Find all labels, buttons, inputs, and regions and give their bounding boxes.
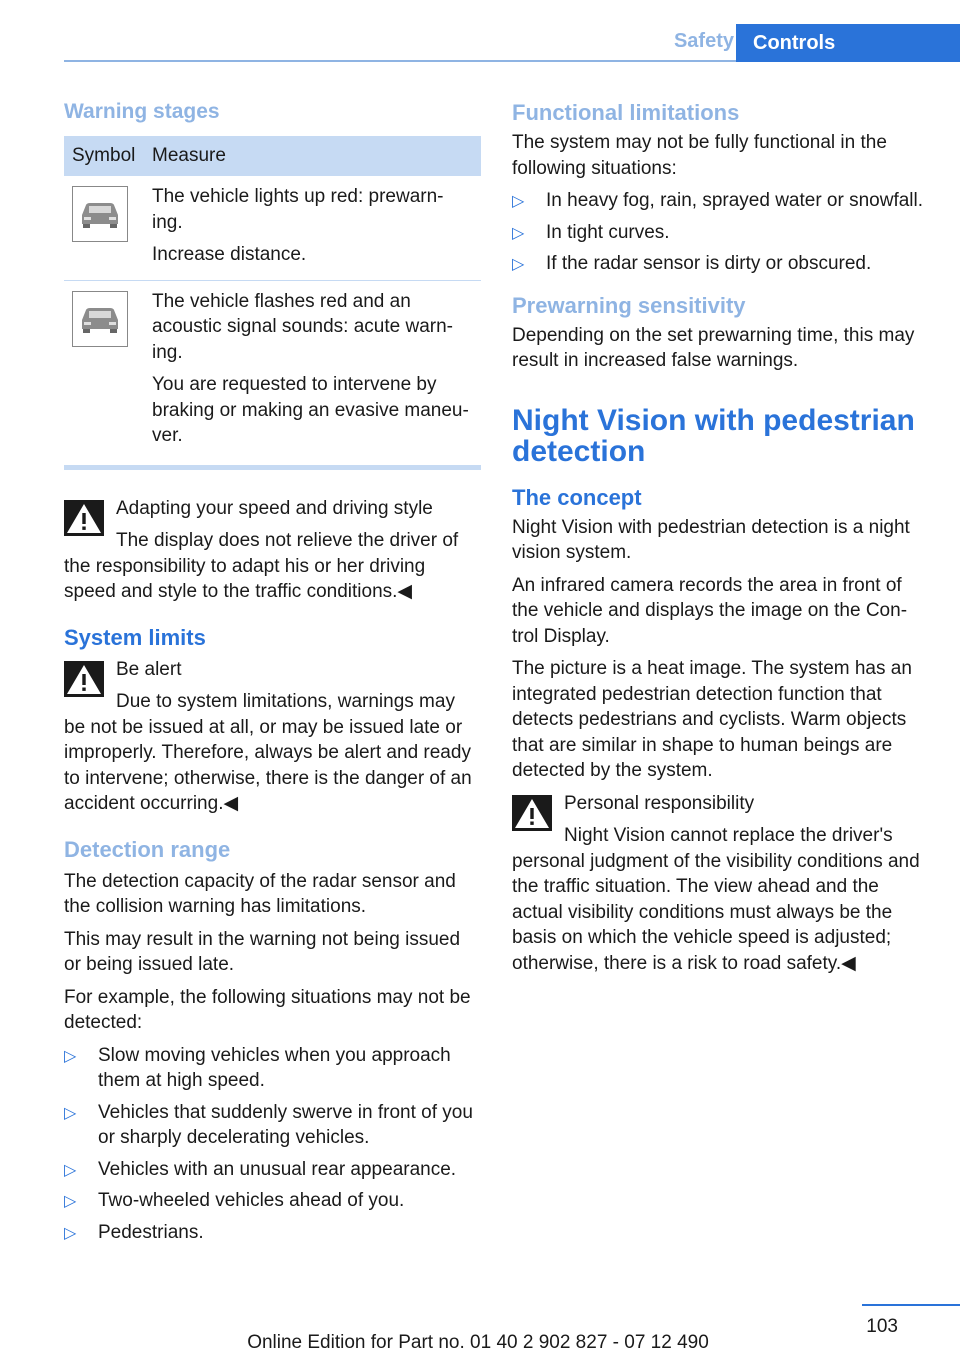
triangle-bullet-icon: ▷ bbox=[512, 256, 525, 273]
header-section: Safety bbox=[673, 30, 734, 52]
triangle-bullet-icon: ▷ bbox=[64, 1193, 77, 1210]
list-item: ▷ In tight curves. bbox=[512, 220, 932, 246]
edition-footer bbox=[0, 1332, 960, 1354]
functional-list bbox=[512, 188, 932, 277]
list-item: ▷ Slow moving vehicles when you approach them at high speed. bbox=[64, 1044, 451, 1091]
warning-triangle-icon bbox=[512, 795, 552, 831]
warning-stages-heading: Warning stages bbox=[64, 100, 220, 123]
prewarning-p: Depending on the set prewarning time, this may result in increased false warnings. bbox=[512, 324, 915, 371]
list-item: ▷ If the radar sensor is dirty or obscured. bbox=[512, 251, 932, 277]
triangle-bullet-icon: ▷ bbox=[64, 1104, 77, 1122]
notice2-body: Due to system limitations, warnings may be not be issued at all, or may be issued late or improperly. Therefore, always be alert and ready to intervene; otherwise, there is the danger of an accident occurring.◀ bbox=[64, 691, 472, 814]
row2-line2: You are requested to intervene by braking or making an evasive maneu-ver. bbox=[152, 374, 469, 446]
table-row bbox=[64, 176, 481, 280]
list-item: ▷ Pedestrians. bbox=[64, 1220, 481, 1246]
concept-p3: The picture is a heat image. The system has an integrated pedestrian detection function that detects pedestrians and cyclists. Warm objects that are similar in shape to human beings are detected by the system. bbox=[512, 658, 912, 781]
car-flashing-icon bbox=[72, 291, 128, 347]
notice-personal-responsibility bbox=[512, 791, 932, 977]
list-item: ▷ Two-wheeled vehicles ahead of you. bbox=[64, 1188, 481, 1214]
notice-be-alert bbox=[64, 657, 481, 817]
detection-p2: This may result in the warning not being issued or being issued late. bbox=[64, 928, 461, 975]
triangle-bullet-icon: ▷ bbox=[64, 1047, 77, 1065]
warning-triangle-icon bbox=[64, 500, 104, 536]
detection-list bbox=[64, 1043, 481, 1246]
list-item: ▷ Vehicles that suddenly swerve in front of you or sharply decelerating vehicles. bbox=[64, 1101, 473, 1148]
triangle-bullet-icon: ▷ bbox=[64, 1224, 77, 1242]
system-limits-heading: System limits bbox=[64, 624, 206, 650]
concept-heading: The concept bbox=[512, 484, 642, 510]
notice2-title: Be alert bbox=[116, 658, 182, 680]
row1-line2: Increase distance. bbox=[152, 244, 307, 265]
row2-line1: The vehicle flashes red and an acoustic signal sounds: acute warn-ing. bbox=[152, 290, 453, 363]
header-chapter-tab: Controls bbox=[736, 24, 960, 62]
notice3-body: Night Vision cannot replace the driver's personal judgment of the visibility conditions and the traffic situation. The view ahead and the actual visibility conditions must always be the basis on which the vehicle speed is adjusted; otherwise, there is a risk to road safety.◀ bbox=[512, 825, 920, 974]
col-symbol-header: Symbol bbox=[64, 136, 144, 176]
concept-p1: Night Vision with pedestrian detection is a night vision system. bbox=[512, 516, 910, 563]
right-column bbox=[512, 100, 932, 990]
table-row bbox=[64, 280, 481, 457]
functional-limitations-heading: Functional limitations bbox=[512, 100, 740, 125]
car-red-icon bbox=[72, 186, 128, 242]
warning-triangle-icon bbox=[64, 661, 104, 697]
table-header-row bbox=[64, 136, 481, 176]
list-item: ▷ Vehicles with an unusual rear appearance. bbox=[64, 1157, 481, 1183]
detection-range-heading: Detection range bbox=[64, 836, 231, 862]
triangle-bullet-icon: ▷ bbox=[512, 193, 525, 210]
notice1-body: The display does not relieve the driver of the responsibility to adapt his or her driving speed and style to the traffic conditions.◀ bbox=[64, 530, 459, 602]
warning-stages-table bbox=[64, 136, 481, 457]
triangle-bullet-icon: ▷ bbox=[512, 224, 525, 242]
notice3-title: Personal responsibility bbox=[564, 792, 755, 814]
notice-adapting-speed bbox=[64, 496, 481, 605]
edition-text: Online Edition for Part no. 01 40 2 902 827 - 07 12 490 bbox=[247, 1332, 709, 1353]
page-number: 103 bbox=[866, 1316, 898, 1337]
detection-p3: For example, the following situations may not be detected: bbox=[64, 986, 471, 1033]
left-column bbox=[64, 100, 481, 1253]
triangle-bullet-icon: ▷ bbox=[64, 1161, 77, 1179]
page-number-rule bbox=[862, 1304, 960, 1306]
col-measure-header: Measure bbox=[144, 136, 481, 176]
notice1-title: Adapting your speed and driving style bbox=[116, 497, 433, 519]
detection-p1: The detection capacity of the radar sensor and the collision warning has limitations. bbox=[64, 870, 456, 917]
prewarning-sensitivity-heading: Prewarning sensitivity bbox=[512, 292, 746, 318]
night-vision-heading: Night Vision with pedestrian detection bbox=[512, 403, 915, 468]
functional-p: The system may not be fully functional in the following situations: bbox=[512, 132, 887, 179]
list-item: ▷ In heavy fog, rain, sprayed water or snowfall. bbox=[512, 188, 932, 214]
concept-p2: An infrared camera records the area in front of the vehicle and displays the image on the Con-trol Display. bbox=[512, 574, 908, 647]
row1-line1: The vehicle lights up red: prewarn-ing. bbox=[152, 186, 444, 233]
